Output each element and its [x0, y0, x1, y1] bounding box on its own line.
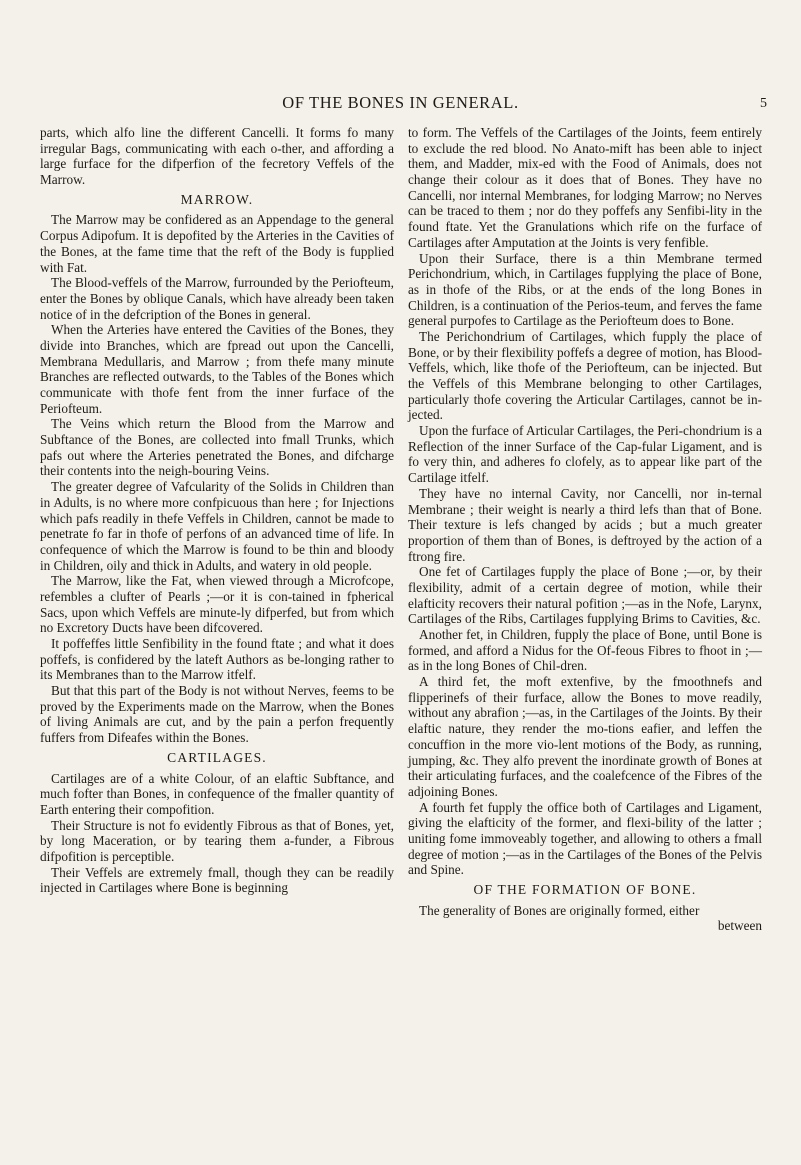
paragraph: parts, which alfo line the different Cancelli. It forms fo many irregular Bags, communicating with each o-ther, and affording a large furface for the difperfion of the fecretory Veffels of the Marrow. — [40, 125, 394, 188]
section-heading: CARTILAGES. — [167, 749, 267, 765]
paragraph: Their Structure is not fo evidently Fibrous as that of Bones, yet, by long Maceration, or by tearing them a-funder, a Fibrous difpofition is perceptible. — [40, 817, 394, 864]
left-column — [40, 125, 394, 896]
paragraph: to form. The Veffels of the Cartilages of the Joints, feem entirely to exclude the red blood. No Anato-mift has been able to inject them, and Madder, mix-ed with the Food of Animals, does not change their colour as it does that of Bones. They have no Cancelli, nor internal Membranes, for lodging Marrow; no Nerves can be traced to them ; nor do they poffefs any Senfibi-lity in the found ftate. Yet the Granulations which rife on the furface of Cartilages after Amputation at the Joints is very fenfible. — [408, 125, 762, 250]
paragraph: The generality of Bones are originally formed, either — [419, 902, 700, 918]
paragraph: The Blood-veffels of the Marrow, furrounded by the Periofteum, enter the Bones by oblique Canals, which have already been taken notice of in the defcription of the Bones in general. — [40, 275, 394, 322]
paragraph: Another fet, in Children, fupply the place of Bone, until Bone is formed, and afford a Nidus for the Of-feous Fibres to fhoot in ;—as in the long Bones of Chil-dren. — [408, 627, 762, 674]
paragraph: Their Veffels are extremely fmall, though they can be readily injected in Cartilages where Bone is beginning — [40, 864, 394, 896]
paragraph: The Perichondrium of Cartilages, which fupply the place of Bone, or by their flexibility poffefs a degree of motion, has Blood-Veffels, which, like thofe of the Periofteum, can be injected. But the Veffels of this Membrane belonging to other Cartilages, particularly thofe covering the Articular Cartilages, cannot be in-jected. — [408, 328, 762, 423]
running-head: OF THE BONES IN GENERAL. — [282, 93, 519, 112]
paragraph: The Veins which return the Blood from the Marrow and Subftance of the Bones, are collected into fmall Trunks, which pafs out where the Arteries penetrated the Bones, and difcharge their contents into the neigh-bouring Veins. — [40, 416, 394, 479]
paragraph: One fet of Cartilages fupply the place of Bone ;—or, by their flexibility, admit of a certain degree of motion, while their elafticity recovers their natural pofition ;—as in the Nofe, Larynx, Cartilages of the Ribs, Cartilages fupplying Brims to Cavities, &c. — [408, 564, 762, 627]
paragraph: But that this part of the Body is not without Nerves, feems to be proved by the Experiments made on the Marrow, when the Bones of living Animals are cut, and by the pain a perfon frequently fuffers from Difeafes within the Bones. — [40, 683, 394, 746]
section-heading: MARROW. — [180, 191, 254, 207]
paragraph: A third fet, the moft extenfive, by the fmoothnefs and flipperinefs of their furface, allow the Bones to move readily, without any abrafion ;—as, in the Cartilages of the Joints. By their elaftic nature, they render the mo-tions eafier, and leffen the concuffion in the more vio-lent motions of the Body, as running, jumping, &c. They alfo prevent the inordinate growth of Bones at their articulating furfaces, and the coalefcence of the Fibres of the adjoining Bones. — [408, 674, 762, 799]
section-heading: OF THE FORMATION OF BONE. — [473, 882, 697, 897]
right-column — [408, 125, 762, 934]
paragraph: It poffeffes little Senfibility in the found ftate ; and what it does poffefs, is confidered by the lateft Authors as be-longing rather to its Membranes than to the Marrow itfelf. — [40, 636, 394, 683]
paragraph: Upon their Surface, there is a thin Membrane termed Perichondrium, which, in Cartilages fupplying the place of Bone, as in thofe of the Ribs, or at the ends of the long Bones in Children, is a continuation of the Perios-teum, and ferves the fame general purpofes to Cartilage as the Periofteum does to Bone. — [408, 250, 762, 329]
paragraph: They have no internal Cavity, nor Cancelli, nor in-ternal Membrane ; their weight is nearly a third lefs than that of Bone. Their texture is lefs changed by acids ; but a much greater proportion of them than of Bones, is deftroyed by the action of a ftrong fire. — [408, 485, 762, 564]
paragraph: The Marrow, like the Fat, when viewed through a Microfcope, refembles a clufter of Pearls ;—or it is con-tained in fpherical Sacs, upon which Veffels are minute-ly difperfed, but from which no Excretory Ducts have been difcovered. — [40, 573, 394, 636]
paragraph: The greater degree of Vafcularity of the Solids in Children than in Adults, is no where more confpicuous than here ; for Injections which pafs readily in thefe Veffels in Children, cannot be made to penetrate fo far in thofe of perfons of an advanced time of life. In confequence of which the Marrow is found to be thin and bloody in Children, oily and thick in Adults, and watery in old people. — [40, 479, 394, 573]
page-number: 5 — [760, 96, 767, 111]
paragraph: Cartilages are of a white Colour, of an elaftic Subftance, and much fofter than Bones, in confequence of the fmaller quantity of Earth entering their compofition. — [40, 770, 394, 817]
paragraph: When the Arteries have entered the Cavities of the Bones, they divide into Branches, which are fpread out upon the Cancelli, Membrana Medullaris, and Marrow ; from thefe many minute Branches are reflected outwards, to the Tables of the Bones which communicate with thofe fent from the inner furface of the Periofteum. — [40, 322, 394, 416]
paragraph: Upon the furface of Articular Cartilages, the Peri-chondrium is a Reflection of the inner Surface of the Cap-fular Ligament, and is fo very thin, and adheres fo clofely, as to appear like part of the Cartilage itfelf. — [408, 423, 762, 486]
catchword: between — [717, 918, 762, 934]
paragraph: The Marrow may be confidered as an Appendage to the general Corpus Adipofum. It is depofited by the Arteries in the Cavities of the Bones, at the fame time that the reft of the Body is fupplied with Fat. — [40, 212, 394, 275]
paragraph: A fourth fet fupply the office both of Cartilages and Ligament, giving the elafticity of the former, and flexi-bility of the latter ; uniting fome immoveably together, and allowing to others a fmall degree of motion ;—as in the Cartilages of the Bones of the Pelvis and Spine. — [408, 799, 762, 878]
